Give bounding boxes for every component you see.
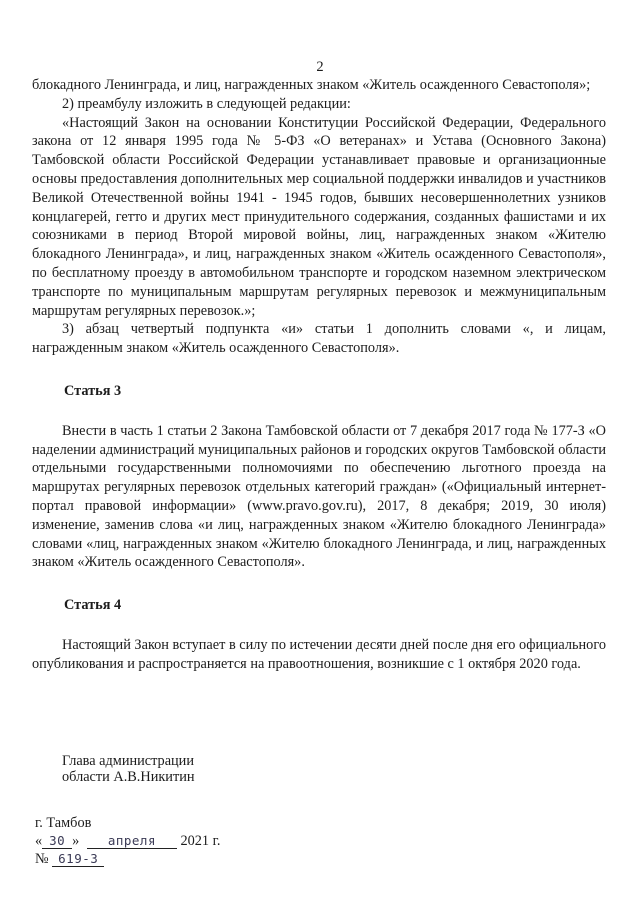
date-year: 2021 г. [180,833,221,849]
date-quote-close: » [72,833,80,849]
place-date-block [35,814,220,868]
page-number: 2 [316,59,324,75]
paragraph-preamble-intro: 2) преамбулу изложить в следующей редакции: [62,95,351,112]
signature-name: области А.В.Никитин [62,769,195,785]
number-label: № [35,851,49,867]
paragraph-article-3: Внести в часть 1 статьи 2 Закона Тамбовской области от 7 декабря 2017 года № 177-З «О наделении администраций муниципальных районов и городских округов Тамбовской области отдельными государственными полномочиями по обеспечению льготного проезда на маршрутах регулярных перевозок отдельных категорий граждан» («Официальный интернет-портал правовой информации» (www.pravo.gov.ru), 2017, 8 декабря; 2019, 30 июля) изменение, заменив слова «и лиц, награжденных знаком «Жителю блокадного Ленинграда» словами «лиц, награжденных знаком «Жителю блокадного Ленинграда, и лиц, награжденных знаком «Житель осажденного Севастополя». [32,422,606,571]
date-quote-open: « [35,833,43,849]
paragraph-article-4: Настоящий Закон вступает в силу по истечении десяти дней после дня его официального опубликования и распространяется на правоотношения, возникшие с 1 октября 2020 года. [32,636,606,672]
signature-block [62,753,195,785]
place-city: г. Тамбов [35,815,92,831]
paragraph-preamble-text: «Настоящий Закон на основании Конституции Российской Федерации, Федерального закона от 12 января 1995 года № 5-ФЗ «О ветеранах» и Устава (Основного Закона) Тамбовской области Российской Федерации устанавливает правовые и организационные основы предоставления дополнительных мер социальной поддержки инвалидов и участников Великой Отечественной войны 1941 - 1945 годов, бывших несовершеннолетних узников концлагерей, гетто и других мест принудительного содержания, созданных фашистами и их союзниками в период Второй мировой войны, лиц, награжденных знаком «Жителю блокадного Ленинграда», и лиц, награжденных знаком «Житель осажденного Севастополя», по бесплатному проезду в автомобильном транспорте и городском наземном электрическом транспорте по муниципальным маршрутам регулярных перевозок и межмуниципальным маршрутам регулярных перевозок.»; [32,114,606,319]
paragraph-continuation: блокадного Ленинграда, и лиц, награжденных знаком «Житель осажденного Севастополя»; [32,77,591,93]
heading-article-3: Статья 3 [64,382,122,399]
document-number [35,850,220,868]
document-date [35,832,220,850]
heading-article-4: Статья 4 [64,597,122,614]
date-day: 30 [42,834,72,849]
paragraph-item-3: 3) абзац четвертый подпункта «и» статьи 1 дополнить словами «, и лицам, награжденным знаком «Житель осажденного Севастополя». [32,321,606,357]
document-body [32,76,606,674]
signature-position: Глава администрации [62,753,194,769]
number-value: 619-З [52,852,104,867]
date-month: апреля [87,834,177,849]
